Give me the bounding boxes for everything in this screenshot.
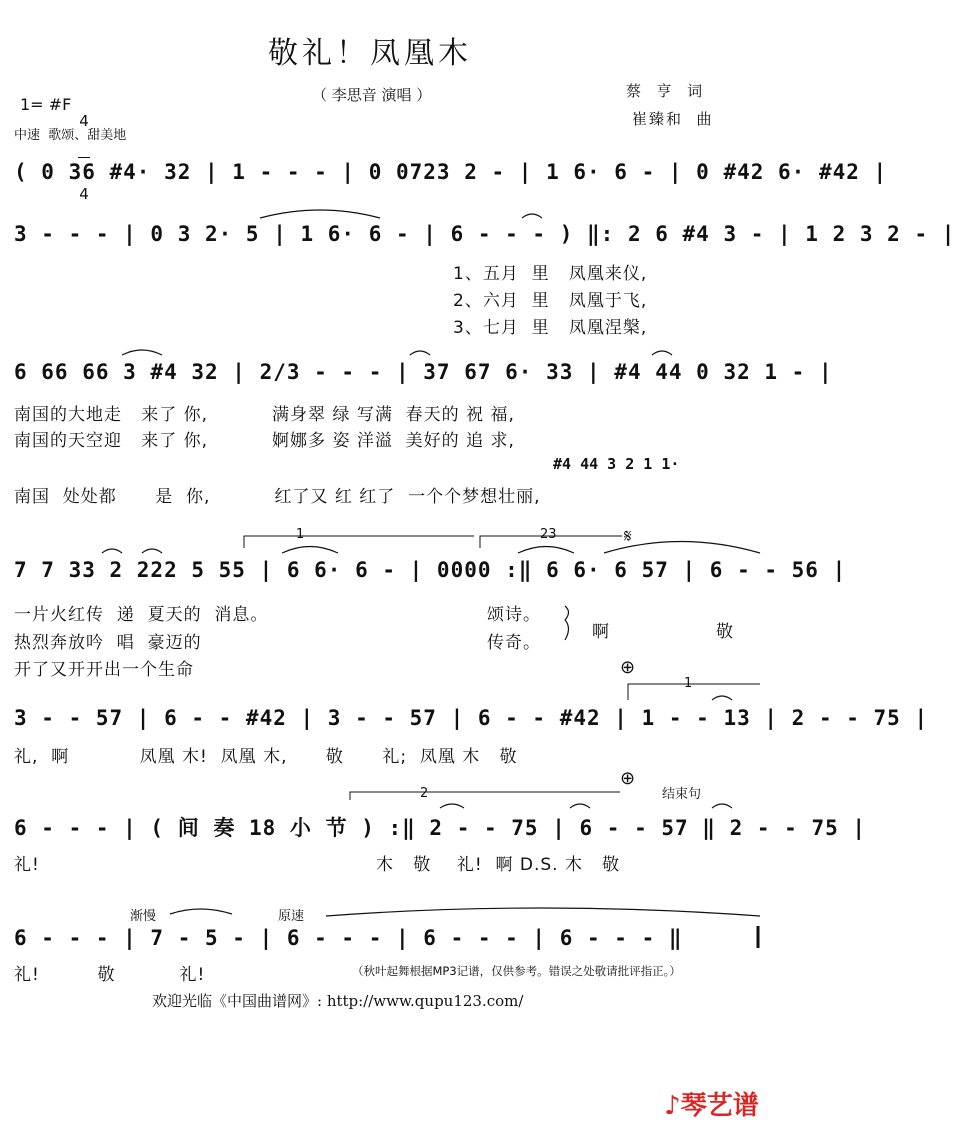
coda-icon: ⊕ — [620, 657, 636, 678]
volta-2-bracket — [350, 792, 620, 800]
composer: 崔臻和 曲 — [632, 110, 714, 128]
time-sig-bottom: 4 — [79, 185, 89, 203]
notation-row-7: 6 - - - | 7 - 5 - | 6 - - - | 6 - - - | 6 - - - ‖ — [14, 926, 683, 950]
row2-lyric-verse2: 2、六月 里 凤凰于飞, — [453, 291, 648, 311]
tie-row6-c — [712, 804, 732, 808]
row4-lyric-verse2: 热烈奔放吟 唱 豪迈的 — [14, 633, 202, 653]
tie-row3-b — [410, 351, 430, 355]
logo-text: 琴艺谱 — [680, 1091, 759, 1121]
row3-lyric-verse2: 南国的天空迎 来了 你, 婀娜多 姿 洋溢 美好的 追 求, — [14, 431, 515, 451]
notation-row-1: ( 0 36 #4· 32 | 1 - - - | 0 0723 2 - | 1 6· 6 - | 0 #42 6· #42 | — [14, 160, 888, 184]
tie-row4-d — [518, 547, 574, 554]
tie-row3-c — [652, 351, 672, 355]
volta-1b-bracket — [628, 684, 760, 700]
logo-mark-icon: ♪ — [664, 1091, 681, 1121]
notation-row-5: 3 - - 57 | 6 - - #42 | 3 - - 57 | 6 - - #42 | 1 - - 13 | 2 - - 75 | — [14, 706, 929, 730]
key-signature: 1= #F — [20, 95, 72, 114]
ending-brace — [565, 606, 569, 640]
footer-site-link[interactable]: 欢迎光临《中国曲谱网》: http://www.qupu123.com/ — [152, 992, 524, 1010]
coda-ending-label: 结束句 — [662, 787, 702, 802]
row4-lyric-ah: 啊 — [592, 622, 610, 642]
tie-row6-a — [440, 804, 464, 808]
row4-lyric-jing: 敬 — [716, 622, 734, 642]
volta-23-label: 23 — [540, 527, 557, 542]
row5-lyrics: 礼, 啊 凤凰 木! 凤凰 木, 敬 礼; 凤凰 木 敬 — [14, 747, 518, 767]
row2-lyric-verse1: 1、五月 里 凤凰来仪, — [453, 264, 648, 284]
transcription-note: （秋叶起舞根据MP3记谱，仅供参考。错误之处敬请批评指正。） — [352, 964, 681, 978]
tie-row2-a — [260, 210, 380, 218]
tie-row2-b — [522, 214, 542, 218]
coda-icon-2: ⊕ — [620, 768, 636, 789]
rit-curve — [170, 909, 232, 914]
tempo-style: 中速 歌颂、甜美地 — [14, 128, 127, 143]
tie-row4-b — [142, 549, 162, 553]
lyricist: 蔡 亨 词 — [626, 82, 705, 100]
ritardando-label: 渐慢 — [130, 909, 157, 924]
row6-lyrics-end: 木 敬 礼! 啊 D.S. 木 敬 — [376, 855, 621, 875]
notation-row-6: 6 - - - | ( 间 奏 18 小 节 ) :‖ 2 - - 75 | 6 - - 57 ‖ 2 - - 75 | — [14, 816, 867, 840]
time-sig-top: 4 — [79, 112, 89, 130]
segno-icon: 𝄋 — [624, 526, 632, 547]
row4-ending-b: 传奇。 — [487, 633, 541, 653]
row4-ending-a: 颂诗。 — [487, 605, 541, 625]
tie-row5-a — [712, 696, 732, 700]
notation-row-2: 3 - - - | 0 3 2· 5 | 1 6· 6 - | 6 - - - ) ‖: 2 6 #4 3 - | 1 2 3 2 - | — [14, 222, 955, 246]
notation-row-3: 6 66 66 3 #4 32 | 2/3 - - - | 37 67 6· 33 | #4 44 0 32 1 - | — [14, 360, 833, 384]
tie-row3-a — [122, 350, 162, 355]
notation-row-4: 7 7 33 2 222 5 55 | 6 6· 6 - | 0000 :‖ 6 6· 6 57 | 6 - - 56 | — [14, 558, 847, 582]
row3-alternate-notes: #4 44 3 2 1 1· — [553, 455, 680, 473]
volta-1-bracket — [244, 536, 474, 548]
tie-row4-c — [282, 547, 338, 554]
a-tempo-label: 原速 — [278, 909, 305, 924]
row2-lyric-verse3: 3、七月 里 凤凰涅槃, — [453, 318, 648, 338]
row4-lyric-verse1: 一片火红传 递 夏天的 消息。 — [14, 605, 269, 625]
tie-row4-e — [604, 542, 760, 554]
volta-2-label: 2 — [420, 786, 429, 801]
row3-lyric-verse3: 南国 处处都 是 你, 红了又 红 红了 一个个梦想壮丽, — [14, 487, 541, 507]
volta-1-label: 1 — [296, 527, 305, 542]
row4-lyric-verse3: 开了又开开出一个生命 — [14, 660, 194, 680]
row6-lyrics-start: 礼! — [14, 855, 40, 875]
song-title: 敬礼！凤凰木 — [268, 36, 472, 71]
tie-row4-a — [102, 549, 122, 553]
row7-lyrics: 礼! 敬 礼! — [14, 965, 206, 985]
row3-lyric-verse1: 南国的大地走 来了 你, 满身翠 绿 写满 春天的 祝 福, — [14, 405, 515, 425]
performer: （ 李思音 演唱 ） — [312, 86, 432, 104]
volta-1b-label: 1 — [684, 676, 693, 691]
tie-row6-b — [570, 804, 590, 808]
tie-row7-long — [326, 908, 760, 916]
